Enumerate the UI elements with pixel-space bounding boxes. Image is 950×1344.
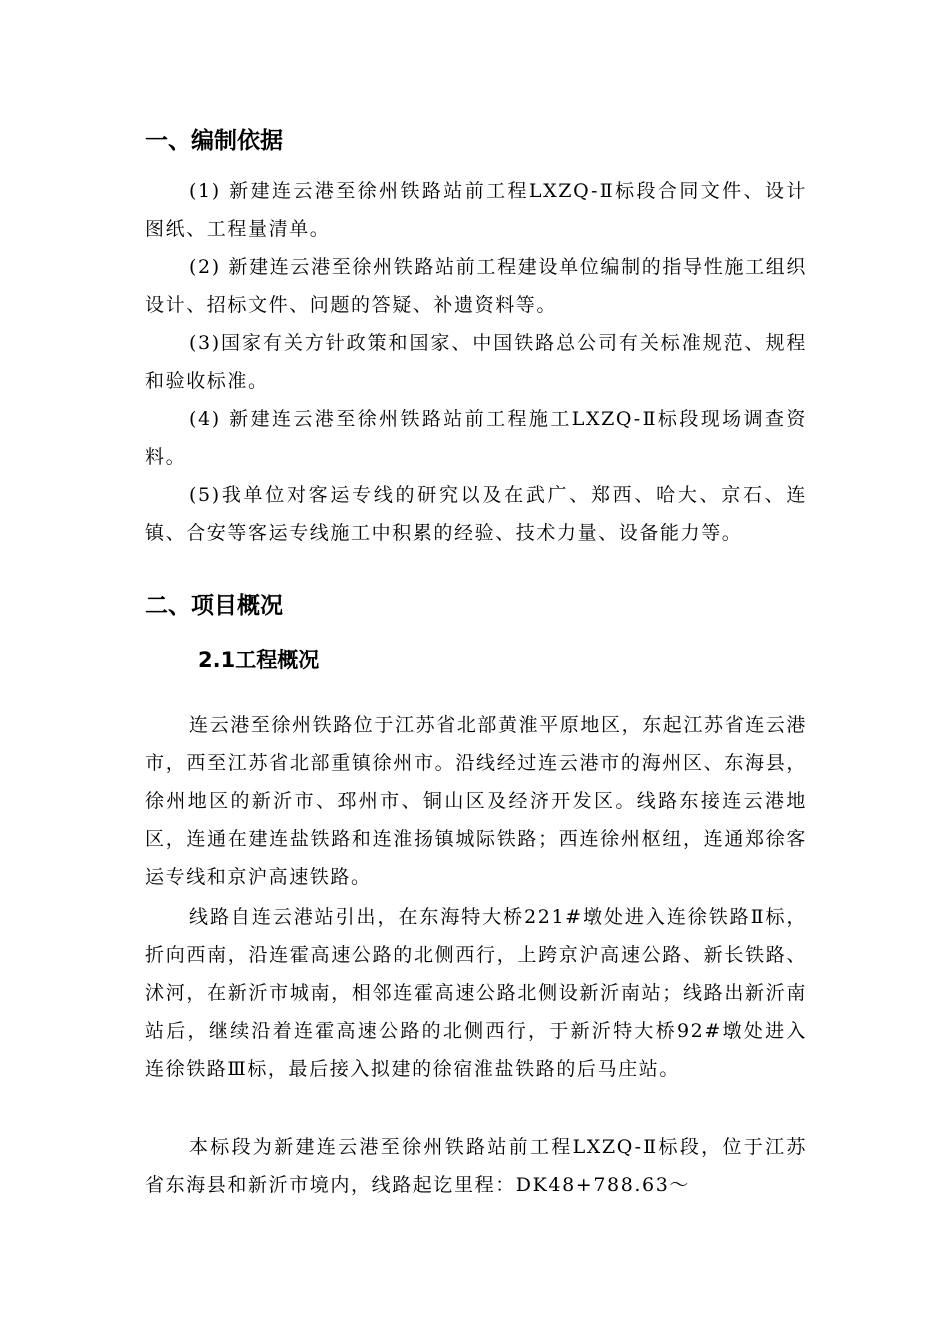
basis-item-5: (5)我单位对客运专线的研究以及在武广、郑西、哈大、京石、连镇、合安等客运专线施工中积累的经验、技术力量、设备能力等。 [145, 484, 807, 544]
overview-paragraph-1: 连云港至徐州铁路位于江苏省北部黄淮平原地区，东起江苏省连云港市，西至江苏省北部重镇徐州市。沿线经过连云港市的海州区、东海县，徐州地区的新沂市、邳州市、铜山区及经济开发区。线路东接连云港地区，连通在建连盐铁路和连淮扬镇城际铁路；西连徐州枢纽，连通郑徐客运专线和京沪高速铁路。 [145, 714, 808, 888]
overview-paragraph-2: 线路自连云港站引出，在东海特大桥221#墩处进入连徐铁路Ⅱ标，折向西南，沿连霍高速公路的北侧西行，上跨京沪高速公路、新长铁路、沭河，在新沂市城南，相邻连霍高速公路北侧设新沂南站；线路出新沂南站后，继续沿着连霍高速公路的北侧西行，于新沂特大桥92#墩处进入连徐铁路Ⅲ标，最后接入拟建的徐宿淮盐铁路的后马庄站。 [145, 906, 807, 1080]
overview-paragraph-3: 本标段为新建连云港至徐州铁路站前工程LXZQ-Ⅱ标段，位于江苏省东海县和新沂市境内，线路起讫里程：DK48+788.63～ [145, 1136, 807, 1196]
basis-item-2: (2) 新建连云港至徐州铁路站前工程建设单位编制的指导性施工组织设计、招标文件、问题的答疑、补遗资料等。 [145, 256, 807, 316]
basis-item-3: (3)国家有关方针政策和国家、中国铁路总公司有关标准规范、规程和验收标准。 [145, 332, 807, 392]
section-heading-overview: 二、项目概况 [145, 593, 283, 619]
section-heading-basis: 一、编制依据 [145, 128, 283, 154]
basis-item-1: (1) 新建连云港至徐州铁路站前工程LXZQ-Ⅱ标段合同文件、设计图纸、工程量清单。 [145, 180, 807, 240]
subsection-heading-project-overview: 2.1工程概况 [198, 648, 320, 672]
basis-item-4: (4) 新建连云港至徐州铁路站前工程施工LXZQ-Ⅱ标段现场调查资料。 [145, 408, 807, 468]
